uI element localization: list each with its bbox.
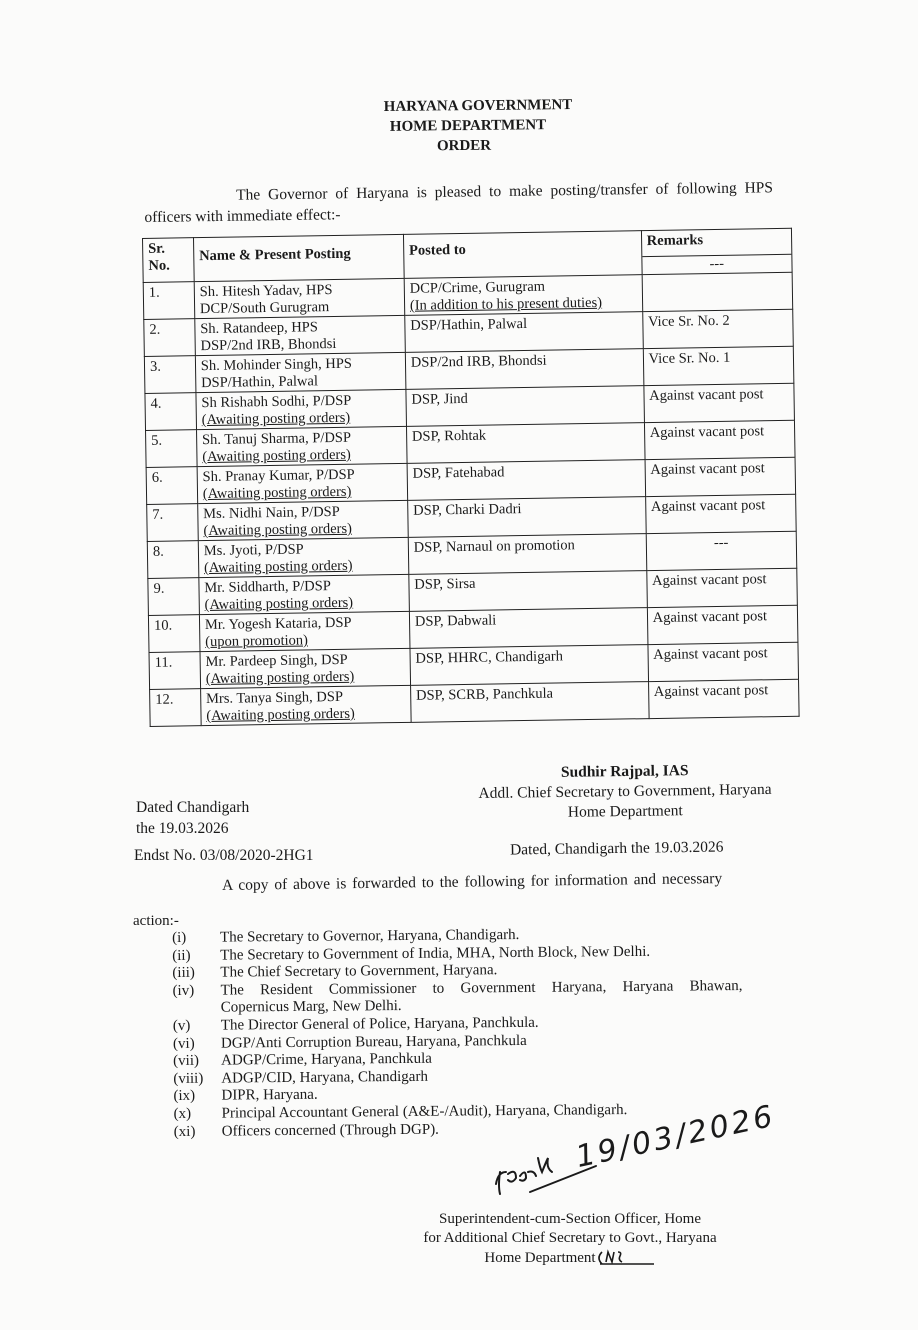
cell-remarks [642,272,793,311]
list-item-number: (v) [172,1017,191,1034]
posted-to: DCP/Crime, Gurugram [409,278,546,297]
posted-to: DSP, Narnaul on promotion [413,537,575,556]
header-department: HOME DEPARTMENT [389,117,547,135]
section-officer-department-label: Home Department [484,1250,596,1266]
list-item-text: The Secretary to Government of India, MHA, North Block, New Delhi. [220,943,651,964]
list-item-number: (i) [172,929,187,946]
signature-date: 19/03/2026 [572,1098,779,1175]
section-officer-title: Superintendent-cum-Section Officer, Home [439,1211,701,1227]
list-item-text: The Resident Commissioner to Government Haryana, Haryana Bhawan, [220,977,743,999]
cell-posted-to [409,608,647,649]
list-item-number: (x) [173,1105,192,1122]
cell-name-present-posting [200,685,411,725]
officer-name: Mr. Yogesh Kataria, DSP [204,614,352,634]
signatory-designation: Addl. Chief Secretary to Government, Haryana [478,780,772,803]
cell-remarks: Against vacant post [648,679,799,718]
dated-right: Dated, Chandigarh the 19.03.2026 [509,838,724,859]
list-item-text: ADGP/Crime, Haryana, Panchkula [221,1050,433,1069]
officer-name: Sh Rishabh Sodhi, P/DSP [201,392,352,412]
cell-sr-no: 8. [147,541,198,579]
header-sr-line-2: No. [148,257,170,274]
cell-remarks: Against vacant post [645,494,796,533]
list-item-text: Principal Accountant General (A&E-/Audit), Haryana, Chandigarh. [221,1101,628,1122]
cell-posted-to [410,645,648,686]
header-sr-no [143,238,195,283]
cell-sr-no: 2. [144,319,195,357]
cell-remarks: Against vacant post [647,605,798,644]
cell-sr-no: 6. [146,467,197,505]
copy-forward-action: action:- [133,913,179,929]
header-posted-to [403,231,641,279]
officer-name: Mrs. Tanya Singh, DSP [205,688,344,708]
posted-to: DSP, HHRC, Chandigarh [415,648,564,667]
cell-posted-to [406,386,644,427]
cell-posted-to [406,423,644,464]
list-item-number: (iv) [172,982,195,999]
section-officer-for: for Additional Chief Secretary to Govt., Haryana [423,1230,717,1246]
copy-forward-line: A copy of above is forwarded to the following for information and necessary [222,870,723,894]
cell-sr-no: 11. [149,652,200,690]
list-item-continuation: Copernicus Marg, New Delhi. [220,998,402,1016]
intro-line-2: officers with immediate effect:- [144,206,341,226]
header-remarks [641,228,792,274]
handwritten-signature [486,1098,779,1212]
endorsement-number: Endst No. 03/08/2020-2HG1 [134,847,314,864]
cell-posted-to [405,349,643,390]
officer-name: Sh. Tanuj Sharma, P/DSP [201,429,352,449]
list-item-text: DGP/Anti Corruption Bureau, Haryana, Panchkula [220,1032,527,1052]
posted-to: DSP, Fatehabad [412,464,505,482]
cell-name-present-posting [195,315,406,355]
cell-posted-to [409,571,647,612]
officer-name: Sh. Pranay Kumar, P/DSP [202,466,355,486]
cell-remarks: Against vacant post [645,457,796,496]
posted-to: DSP/Hathin, Palwal [410,315,528,334]
cell-remarks: Vice Sr. No. 1 [643,346,794,385]
officer-name: Mr. Siddharth, P/DSP [204,578,331,597]
cell-remarks: Against vacant post [644,420,795,459]
present-posting: (Awaiting posting orders) [202,483,352,503]
cell-posted-to [407,497,645,538]
cell-posted-to [408,534,646,575]
intro-line-1: The Governor of Haryana is pleased to make posting/transfer of following HPS [236,179,774,204]
header-sr-line-1: Sr. [148,240,166,257]
officer-name: Sh. Mohinder Singh, HPS [200,355,353,375]
posted-note: (In addition to his present duties) [409,294,603,314]
cell-posted-to [410,682,648,723]
list-item-number: (viii) [173,1070,204,1087]
present-posting: (Awaiting posting orders) [203,557,353,577]
cell-name-present-posting [198,500,409,540]
list-item-text: The Chief Secretary to Government, Haryana. [220,962,498,981]
initials-icon [596,1248,656,1266]
header-name-label: Name & Present Posting [199,245,351,265]
dated-date: the 19.03.2026 [136,820,229,837]
cell-posted-to [405,312,643,353]
dated-left [136,797,249,839]
header-government: HARYANA GOVERNMENT [383,97,573,115]
officer-name: Sh. Ratandeep, HPS [200,319,319,338]
officer-name: Ms. Nidhi Nain, P/DSP [203,503,340,523]
header-remarks-label: Remarks [646,232,704,250]
cell-sr-no: 9. [148,578,199,616]
posted-to: DSP, Dabwali [414,612,497,630]
cell-posted-to [407,460,645,501]
distribution-list [172,925,744,1141]
posting-table [142,228,800,727]
cell-name-present-posting [194,278,405,318]
list-item-number: (vii) [173,1052,200,1070]
cell-name-present-posting [196,389,407,429]
present-posting: (Awaiting posting orders) [203,520,353,540]
cell-remarks: Against vacant post [644,383,795,422]
officer-name: Sh. Hitesh Yadav, HPS [199,282,333,301]
present-posting: (Awaiting posting orders) [204,594,354,614]
cell-sr-no: 5. [146,430,197,468]
header-name [193,234,404,281]
signatory-name: Sudhir Rajpal, IAS [560,762,689,781]
present-posting: (Awaiting posting orders) [202,446,351,466]
list-item-number: (xi) [173,1123,196,1140]
officer-name: Mr. Pardeep Singh, DSP [205,651,348,671]
officer-name: Ms. Jyoti, P/DSP [203,541,304,560]
posted-to: DSP, Charki Dadri [413,501,522,519]
section-officer-department [400,1248,740,1268]
signatory-block [440,759,811,824]
list-item-text: ADGP/CID, Haryana, Chandigarh [221,1068,428,1087]
dated-place: Dated Chandigarh [136,799,250,816]
present-posting: DCP/South Gurugram [199,299,330,318]
cell-sr-no: 4. [145,393,196,431]
posted-to: DSP, Rohtak [411,427,487,445]
cell-remarks: Against vacant post [648,642,799,681]
header-remarks-dash: --- [642,254,792,274]
list-item-text: Officers concerned (Through DGP). [221,1121,439,1140]
cell-name-present-posting [197,463,408,503]
cell-name-present-posting [198,537,409,577]
header-posted-label: Posted to [408,241,466,259]
posted-to: DSP, SCRB, Panchkula [415,685,554,704]
header-order: ORDER [436,137,492,155]
cell-name-present-posting [200,648,411,688]
section-officer-block [400,1210,740,1268]
present-posting: (Awaiting posting orders) [205,668,355,688]
cell-posted-to [404,275,642,316]
list-item-number: (vi) [172,1035,195,1052]
posted-to: DSP/2nd IRB, Bhondsi [410,352,547,371]
cell-name-present-posting [199,574,410,614]
signatory-department: Home Department [567,802,683,821]
cell-name-present-posting [199,611,410,651]
document-header [0,96,918,156]
present-posting: (upon promotion) [205,632,309,651]
present-posting: (Awaiting posting orders) [201,409,351,429]
present-posting: (Awaiting posting orders) [206,705,355,725]
posted-to: DSP, Sirsa [414,575,476,593]
intro-paragraph [144,177,785,228]
list-item-text: The Director General of Police, Haryana, Panchkula. [220,1014,539,1034]
cell-remarks: --- [646,531,797,570]
cell-remarks: Against vacant post [646,568,797,607]
list-item-number: (ii) [172,947,191,964]
list-item-text: The Secretary to Governor, Haryana, Chandigarh. [219,926,520,946]
cell-name-present-posting [195,352,406,392]
cell-remarks: Vice Sr. No. 2 [642,309,793,348]
list-item-text: DIPR, Haryana. [221,1087,318,1104]
cell-sr-no: 10. [148,615,199,653]
present-posting: DSP/2nd IRB, Bhondsi [200,335,337,355]
present-posting: DSP/Hathin, Palwal [201,373,319,392]
cell-sr-no: 7. [147,504,198,542]
list-item-number: (ix) [173,1088,196,1105]
cell-sr-no: 1. [143,282,194,320]
cell-name-present-posting [196,426,407,466]
posted-to: DSP, Jind [411,390,468,408]
list-item-number: (iii) [172,964,195,982]
cell-sr-no: 3. [144,356,195,394]
cell-sr-no: 12. [150,689,201,727]
